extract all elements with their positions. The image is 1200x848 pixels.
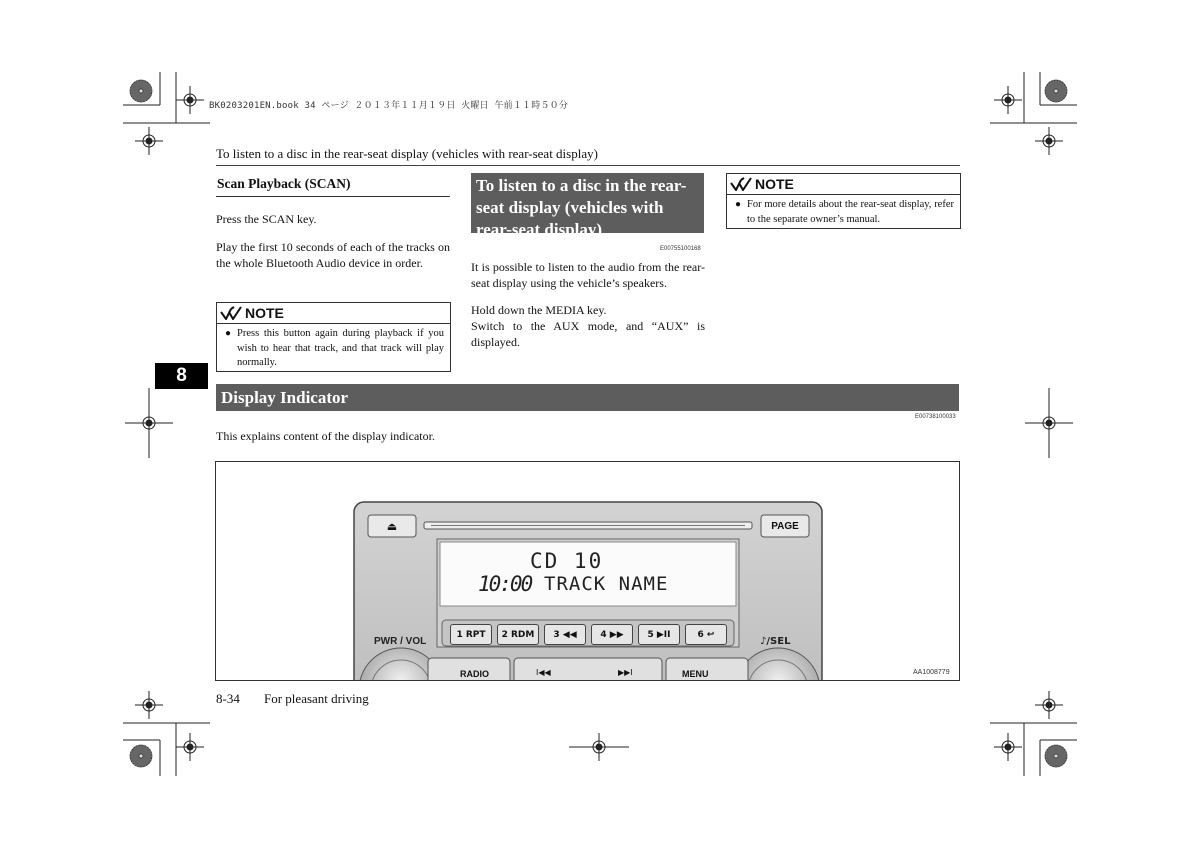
note-header	[727, 174, 960, 195]
rear-seat-p2-line2: Switch to the AUX mode, and “AUX” is displayed.	[471, 319, 705, 349]
seek-back-button[interactable]: I◀◀	[536, 668, 551, 677]
header-rule	[216, 165, 960, 166]
rear-seat-p1: It is possible to listen to the audio from the rear-seat display using the vehicle’s speakers.	[471, 260, 705, 290]
rear-seat-p2-line1: Hold down the MEDIA key.	[471, 303, 607, 317]
scan-p1: Press the SCAN key.	[216, 212, 317, 226]
display-indicator-code: E00738100033	[915, 414, 956, 420]
rear-seat-note-text: For more details about the rear-seat display, refer to the separate owner’s manual.	[747, 199, 954, 225]
seek-forward-button[interactable]: ▶▶I	[618, 668, 633, 677]
bullet-icon: ●	[735, 199, 742, 210]
preset-3-rewind-button[interactable]: 3 ◀◀	[544, 624, 586, 645]
preset-1-rpt-button[interactable]: 1 RPT	[450, 624, 492, 645]
rear-seat-code: E00755100168	[660, 246, 701, 252]
note-header	[217, 303, 450, 324]
eject-button[interactable]	[368, 515, 416, 537]
page-button[interactable]: PAGE	[771, 520, 799, 532]
menu-button[interactable]: MENU	[682, 669, 709, 679]
radio-button[interactable]: RADIO	[460, 669, 489, 679]
note-body	[727, 195, 960, 231]
scan-note	[216, 302, 451, 372]
file-info: BK0203201EN.book 34 ページ ２０１３年１１月１９日 火曜日 午前１１時５０分	[209, 101, 569, 111]
checkmark-icon	[220, 306, 242, 320]
rear-seat-heading: To listen to a disc in the rear-seat display (vehicles with rear-seat display)	[471, 173, 704, 233]
lcd-line1: CD 10	[530, 549, 604, 573]
figure-code: AA1008779	[913, 669, 950, 676]
running-header: To listen to a disc in the rear-seat display (vehicles with rear-seat display)	[216, 146, 598, 161]
preset-4-fastforward-button[interactable]: 4 ▶▶	[591, 624, 633, 645]
figure-box	[215, 461, 960, 681]
checkmark-icon	[730, 177, 752, 191]
scan-p2: Play the first 10 seconds of each of the tracks on the whole Bluetooth Audio device in order.	[216, 240, 450, 270]
display-indicator-heading: Display Indicator	[216, 384, 959, 411]
preset-6-back-button[interactable]: 6 ↩	[685, 624, 727, 645]
pwr-vol-label: PWR / VOL	[374, 636, 427, 647]
scan-title-rule	[216, 196, 450, 197]
note-label: NOTE	[755, 176, 794, 192]
preset-row	[450, 624, 727, 645]
lcd-time: 10:00	[478, 572, 532, 596]
display-indicator-intro: This explains content of the display indicator.	[216, 429, 435, 443]
bullet-icon: ●	[225, 328, 232, 339]
scan-note-text: Press this button again during playback if you wish to hear that track, and that track will play normally.	[237, 328, 444, 368]
footer-section: For pleasant driving	[264, 691, 369, 706]
preset-2-rdm-button[interactable]: 2 RDM	[497, 624, 539, 645]
chapter-tab: 8	[155, 363, 208, 389]
page-number: 8-34	[216, 691, 240, 706]
note-label: NOTE	[245, 305, 284, 321]
rear-seat-note	[726, 173, 961, 229]
eject-icon: ⏏	[386, 519, 398, 533]
scan-title: Scan Playback (SCAN)	[217, 176, 351, 191]
lcd-track: TRACK NAME	[544, 573, 669, 595]
preset-5-playpause-button[interactable]: 5 ▶II	[638, 624, 680, 645]
note-body	[217, 324, 450, 375]
sel-label: ♪/SEL	[760, 636, 791, 647]
